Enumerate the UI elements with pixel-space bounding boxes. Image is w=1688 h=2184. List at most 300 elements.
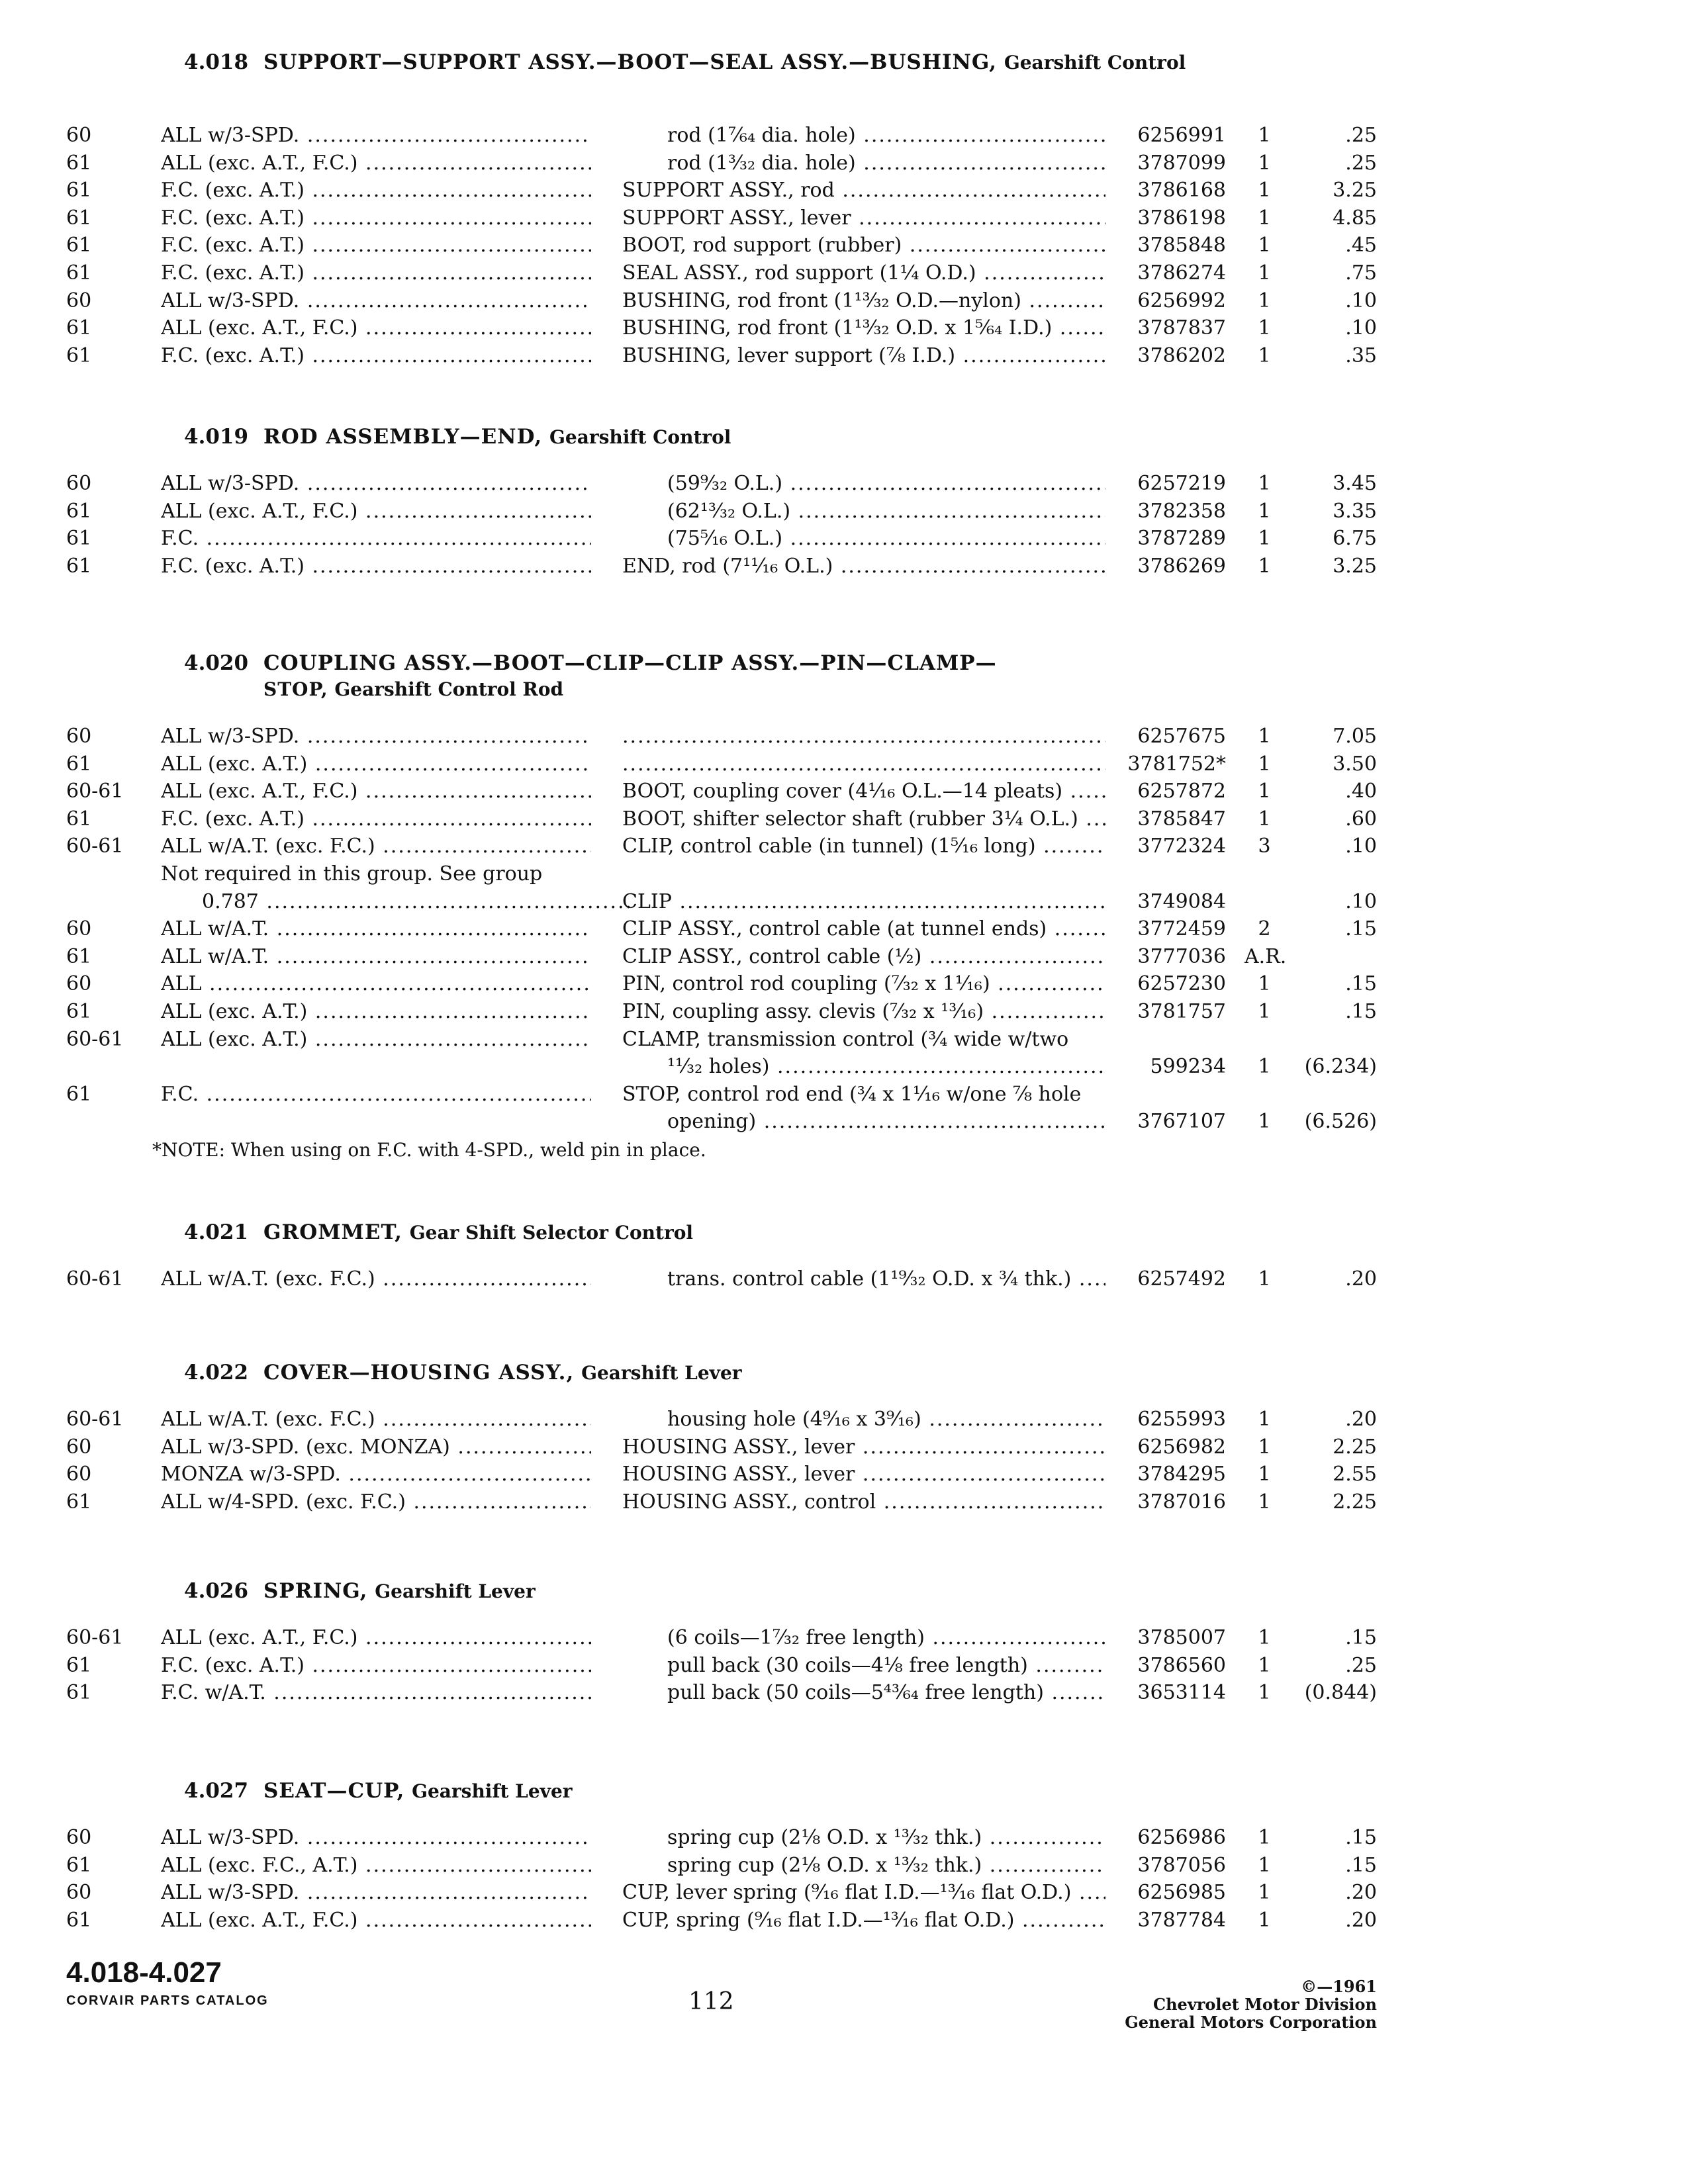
row-price: 3.35 [1333,499,1377,523]
row-model [161,342,591,370]
row-model-text: F.C. (exc. A.T.) ..... [161,261,591,285]
table-row [0,1652,1688,1680]
section-subtitle: Gearshift Control [549,426,731,448]
row-model [161,1433,591,1461]
row-part-number: 3786198 [1137,206,1226,230]
row-year: 60 [66,289,92,312]
section-number: 4.018 [184,50,249,74]
row-year: 60 [66,1463,92,1486]
row-model-text: ALL w/3-SPD. ..... [161,472,591,495]
row-description [622,232,1105,259]
row-description [622,751,1105,778]
row-description-text [622,752,1105,776]
row-model-text: ALL w/4-SPD. (exc. F.C.) ..... [161,1490,591,1514]
row-price: 4.85 [1333,206,1377,230]
row-quantity: 1 [1258,1267,1271,1291]
row-model-text: ALL (exc. A.T., F.C.) ..... [161,1909,591,1932]
row-description [667,1053,1105,1081]
row-model-text: MONZA w/3-SPD. ..... [161,1463,591,1486]
table-row [0,1461,1688,1488]
row-description [667,498,1105,525]
row-description-text: CLIP ASSY., control cable (½) ..... [622,945,1105,968]
row-description [667,122,1105,150]
catalog-name: CORVAIR PARTS CATALOG [66,1993,269,2008]
row-price: 2.55 [1333,1463,1377,1486]
section-number: 4.027 [184,1779,249,1803]
row-quantity: 1 [1258,1681,1271,1705]
row-price: .40 [1345,780,1377,803]
row-part-number: 6257675 [1137,725,1226,748]
row-year: 60 [66,1435,92,1459]
row-part-number: 3781752* [1127,752,1226,776]
row-description [622,342,1105,370]
row-quantity: A.R. [1244,944,1287,968]
row-model-text: F.C. (exc. A.T.) ..... [161,234,591,257]
row-price: (6.234) [1304,1055,1377,1079]
row-model [161,1907,591,1934]
row-year: 60 [66,472,92,495]
row-description [667,1652,1105,1680]
row-description [622,1433,1105,1461]
row-model [161,1081,591,1109]
row-model [161,1679,591,1707]
table-row [0,1081,1688,1109]
row-price: 6.75 [1333,527,1377,551]
table-row [0,1907,1688,1934]
row-model [161,177,591,205]
table-row [0,314,1688,342]
row-model-text: ALL w/3-SPD. ..... [161,1826,591,1849]
table-row [0,1488,1688,1516]
row-part-number: 3785007 [1137,1626,1226,1649]
row-model [161,1852,591,1880]
table-row [0,998,1688,1026]
row-description [622,177,1105,205]
row-part-number: 3787289 [1137,527,1226,551]
section-title: SUPPORT—SUPPORT ASSY.—BOOT—SEAL ASSY.—BUSHING, [263,50,998,74]
section-heading [184,1359,742,1387]
section-subtitle: Gearshift Control Rod [334,678,564,700]
row-year: 61 [66,1000,92,1023]
row-price: .75 [1345,261,1377,285]
row-model [161,1824,591,1852]
row-model-text: ALL w/A.T. (exc. F.C.) ..... [161,1267,591,1291]
row-quantity: 1 [1258,1908,1271,1932]
row-description-text: BUSHING, lever support (⅞ I.D.) ..... [622,344,1105,367]
row-model [161,1265,591,1293]
row-description [667,1824,1105,1852]
row-description [622,553,1105,580]
row-price: .25 [1345,1653,1377,1677]
table-row [0,1265,1688,1293]
division: Chevrolet Motor Division [1153,1995,1377,2014]
row-year: 60 [66,1826,92,1849]
table-row [0,860,1688,888]
table-row [0,1624,1688,1652]
section-subtitle: Gearshift Lever [375,1580,536,1602]
row-price: .20 [1345,1267,1377,1291]
corporation: General Motors Corporation [1125,2013,1377,2032]
row-description-text: opening) ..... [667,1110,1105,1133]
row-quantity: 3 [1258,835,1271,858]
row-model-text: ALL w/3-SPD. ..... [161,289,591,312]
table-row [0,888,1688,916]
row-quantity: 1 [1258,807,1271,831]
row-description-text: CUP, spring (⁹⁄₁₆ flat I.D.—¹³⁄₁₆ flat O.D.) ..... [622,1909,1105,1932]
row-part-number: 599234 [1150,1055,1226,1079]
row-model [161,314,591,342]
row-price: .45 [1345,234,1377,257]
row-model [161,805,591,833]
row-quantity: 1 [1258,124,1271,147]
row-part-number: 3786274 [1137,261,1226,285]
row-part-number: 6257230 [1137,972,1226,996]
row-price: (0.844) [1304,1681,1377,1705]
row-description [622,915,1105,943]
section-heading [184,1219,693,1246]
row-model-text: ALL ..... [161,972,591,995]
publisher-block [1125,1978,1377,2031]
row-description-text: rod (1⁷⁄₆₄ dia. hole) ..... [667,124,1105,147]
row-description [622,1081,1105,1109]
row-model [161,1652,591,1680]
section-title: GROMMET, [263,1220,402,1244]
row-description-text: PIN, coupling assy. clevis (⁷⁄₃₂ x ¹³⁄₁₆) ..... [622,1000,1105,1023]
row-model-text: F.C. ..... [161,527,591,550]
row-description-text: housing hole (4⁹⁄₁₆ x 3⁹⁄₁₆) ..... [667,1408,1105,1431]
row-part-number: 3772459 [1137,917,1226,941]
row-year: 60-61 [66,780,124,803]
row-price: .10 [1345,316,1377,340]
row-year: 61 [66,151,92,175]
row-part-number: 6256992 [1137,289,1226,312]
row-price: .15 [1345,1626,1377,1649]
row-model-text: ALL (exc. A.T., F.C.) ..... [161,152,591,175]
row-part-number: 3782358 [1137,499,1226,523]
row-part-number: 3777036 [1137,944,1226,968]
table-row [0,778,1688,805]
row-model-text: ALL (exc. F.C., A.T.) ..... [161,1854,591,1877]
row-model-text: F.C. w/A.T. ..... [161,1681,591,1704]
row-description [622,805,1105,833]
row-description-text: (59⁹⁄₃₂ O.L.) ..... [667,472,1105,495]
row-quantity: 1 [1258,527,1271,551]
row-part-number: 3787099 [1137,151,1226,175]
row-description-text: BOOT, shifter selector shaft (rubber 3¼ O.L.) ..... [622,807,1105,831]
row-year: 60 [66,917,92,941]
row-part-number: 3785848 [1137,234,1226,257]
row-model-text: 0.787 ..... [202,890,632,913]
row-price: .25 [1345,124,1377,147]
row-description [622,314,1105,342]
row-year: 61 [66,343,92,367]
row-year: 61 [66,1908,92,1932]
row-model [161,525,591,553]
row-description-text: (6 coils—1⁷⁄₃₂ free length) ..... [667,1626,1105,1649]
page-number: 112 [688,1988,734,2015]
row-part-number: 6256982 [1137,1435,1226,1459]
section-number: 4.026 [184,1579,249,1603]
row-price: .10 [1345,289,1377,312]
table-row [0,177,1688,205]
row-model-text: ALL w/A.T. (exc. F.C.) ..... [161,1408,591,1431]
row-description [667,1265,1105,1293]
section-title-continued [263,676,563,703]
table-row [0,833,1688,860]
row-description [622,943,1105,971]
row-part-number: 3781757 [1137,1000,1226,1023]
row-year: 61 [66,316,92,340]
row-description [667,470,1105,498]
table-row [0,915,1688,943]
row-description-text: END, rod (7¹¹⁄₁₆ O.L.) ..... [622,555,1105,578]
table-row [0,1679,1688,1707]
row-part-number: 3787016 [1137,1490,1226,1514]
row-model-text: F.C. ..... [161,1083,591,1106]
row-description-text: STOP, control rod end (¾ x 1¹⁄₁₆ w/one ⅞ hole [622,1082,1082,1106]
table-row [0,122,1688,150]
row-price: 7.05 [1333,725,1377,748]
row-model [161,860,591,888]
row-model [161,1879,591,1907]
row-year: 61 [66,234,92,257]
row-model [161,122,591,150]
row-price: 3.25 [1333,554,1377,578]
row-price: 3.45 [1333,472,1377,495]
row-description-text: BOOT, rod support (rubber) ..... [622,234,1105,257]
section-title: COVER—HOUSING ASSY., [263,1361,575,1385]
row-model [161,150,591,177]
row-quantity: 1 [1258,151,1271,175]
row-description [622,833,1105,860]
row-year: 60-61 [66,835,124,858]
section-heading [184,1778,573,1805]
row-quantity: 1 [1258,316,1271,340]
row-price: .15 [1345,917,1377,941]
row-description [622,1026,1105,1054]
row-model-text: ALL (exc. A.T., F.C.) ..... [161,316,591,340]
row-description [622,259,1105,287]
row-year: 61 [66,1681,92,1705]
row-quantity: 1 [1258,725,1271,748]
row-quantity: 1 [1258,1110,1271,1134]
row-model-text: ALL (exc. A.T., F.C.) ..... [161,780,591,803]
row-year: 61 [66,1853,92,1877]
row-year: 60-61 [66,1027,124,1051]
row-price: 2.25 [1333,1490,1377,1514]
row-model [161,470,591,498]
table-row [0,498,1688,525]
row-part-number: 3653114 [1137,1681,1226,1705]
table-row [0,287,1688,315]
table-row [0,525,1688,553]
row-part-number: 3784295 [1137,1463,1226,1486]
row-quantity: 1 [1258,289,1271,312]
table-row [0,553,1688,580]
row-description-text: rod (1³⁄₃₂ dia. hole) ..... [667,152,1105,175]
row-model [161,970,591,998]
row-description-text: CLIP ..... [622,890,1105,913]
section-heading [184,424,731,451]
table-row [0,259,1688,287]
row-price: .20 [1345,1881,1377,1905]
row-description-text: SUPPORT ASSY., lever ..... [622,206,1105,230]
row-description [622,1461,1105,1488]
row-description-text: HOUSING ASSY., control ..... [622,1490,1105,1514]
row-quantity: 1 [1258,1408,1271,1431]
row-quantity: 1 [1258,499,1271,523]
copyright: ©—1961 [1301,1977,1377,1996]
row-description-text: CLAMP, transmission control (¾ wide w/two [622,1027,1069,1051]
row-description [622,970,1105,998]
row-model [161,1624,591,1652]
section-number: 4.022 [184,1361,249,1385]
row-year: 61 [66,1653,92,1677]
row-description-text: BUSHING, rod front (1¹³⁄₃₂ O.D.—nylon) ..... [622,289,1105,312]
table-row [0,470,1688,498]
section-heading [184,49,1186,76]
row-description [667,1406,1105,1433]
row-model-text: Not required in this group. See group [161,862,543,886]
row-model [161,778,591,805]
row-model [161,205,591,232]
row-description [667,1624,1105,1652]
row-quantity: 1 [1258,1626,1271,1649]
row-model [161,943,591,971]
row-part-number: 6256986 [1137,1826,1226,1849]
row-model-text: ALL (exc. A.T.) ..... [161,1028,591,1051]
row-price: .10 [1345,835,1377,858]
section-number: 4.020 [184,651,249,675]
row-description-text: BOOT, coupling cover (4¹⁄₁₆ O.L.—14 pleats) ..... [622,780,1105,803]
row-price: .20 [1345,1908,1377,1932]
row-model [161,915,591,943]
row-year: 61 [66,261,92,285]
section-number: 4.021 [184,1220,249,1244]
row-model-text: F.C. (exc. A.T.) ..... [161,807,591,831]
row-price: .20 [1345,1408,1377,1431]
row-model-text: ALL w/3-SPD. ..... [161,1881,591,1904]
row-description-text: pull back (30 coils—4⅛ free length) ..... [667,1654,1105,1677]
row-part-number: 3749084 [1137,889,1226,913]
row-price: 3.50 [1333,752,1377,776]
table-row [0,150,1688,177]
row-model [161,1406,591,1433]
row-price: .15 [1345,1853,1377,1877]
row-description [622,1488,1105,1516]
row-quantity: 1 [1258,1000,1271,1023]
row-year: 61 [66,179,92,203]
table-row [0,943,1688,971]
row-quantity: 1 [1258,179,1271,203]
row-model [161,287,591,315]
section-subtitle: Gearshift Lever [581,1362,742,1384]
row-model [161,232,591,259]
row-year: 60 [66,972,92,996]
row-model-text: F.C. (exc. A.T.) ..... [161,1654,591,1677]
table-row [0,1879,1688,1907]
row-year: 60 [66,1881,92,1905]
row-part-number: 6255993 [1137,1408,1226,1431]
table-row [0,1053,1688,1081]
row-quantity: 1 [1258,206,1271,230]
row-model [161,1488,591,1516]
row-description-text: SEAL ASSY., rod support (1¼ O.D.) ..... [622,261,1105,285]
section-title-line2: STOP, [263,678,328,700]
row-quantity: 1 [1258,554,1271,578]
row-year: 60-61 [66,1626,124,1649]
row-year: 61 [66,527,92,551]
row-model-text: ALL (exc. A.T., F.C.) ..... [161,500,591,523]
table-row [0,1852,1688,1880]
row-part-number: 3787784 [1137,1908,1226,1932]
row-year: 61 [66,752,92,776]
table-row [0,232,1688,259]
row-model [161,553,591,580]
row-description-text: PIN, control rod coupling (⁷⁄₃₂ x 1¹⁄₁₆) ..... [622,972,1105,995]
row-year: 61 [66,1490,92,1514]
row-quantity: 1 [1258,1653,1271,1677]
row-part-number: 3786202 [1137,343,1226,367]
row-description [667,525,1105,553]
table-row [0,1108,1688,1136]
row-model [161,498,591,525]
row-description-text: CUP, lever spring (⁹⁄₁₆ flat I.D.—¹³⁄₁₆ flat O.D.) ..... [622,1881,1105,1904]
row-model [161,833,591,860]
row-model-text: ALL w/A.T. ..... [161,917,591,940]
table-row [0,1824,1688,1852]
row-price: .25 [1345,151,1377,175]
row-price: .15 [1345,1000,1377,1023]
row-model-text: F.C. (exc. A.T.) ..... [161,555,591,578]
table-row [0,751,1688,778]
row-price: 3.25 [1333,179,1377,203]
row-description-text: BUSHING, rod front (1¹³⁄₃₂ O.D. x 1⁵⁄₆₄ I.D.) ..... [622,316,1105,340]
row-model-text: F.C. (exc. A.T.) ..... [161,206,591,230]
row-part-number: 3786269 [1137,554,1226,578]
row-model-text: ALL w/3-SPD. ..... [161,725,591,748]
row-quantity: 1 [1258,1490,1271,1514]
row-year: 61 [66,944,92,968]
row-price: .35 [1345,343,1377,367]
row-description [622,998,1105,1026]
row-model [161,259,591,287]
section-subtitle: Gearshift Control [1004,52,1186,73]
row-year: 61 [66,554,92,578]
row-model [161,723,591,751]
row-model-text: ALL (exc. A.T., F.C.) ..... [161,1626,591,1649]
row-part-number: 6256985 [1137,1881,1226,1905]
row-part-number: 6256991 [1137,124,1226,147]
row-description [622,778,1105,805]
row-description [622,888,1105,916]
section-title: SEAT—CUP, [263,1779,405,1803]
row-model [161,751,591,778]
row-quantity: 1 [1258,1881,1271,1905]
row-year: 60 [66,725,92,748]
row-description [622,723,1105,751]
row-model-text: ALL (exc. A.T.) ..... [161,1000,591,1023]
table-row [0,342,1688,370]
row-quantity: 1 [1258,752,1271,776]
row-quantity: 1 [1258,261,1271,285]
row-year: 60 [66,124,92,147]
row-model-text: F.C. (exc. A.T.) ..... [161,344,591,367]
section-heading [184,1578,536,1605]
row-part-number: 6257492 [1137,1267,1226,1291]
row-description-text: (62¹³⁄₃₂ O.L.) ..... [667,500,1105,523]
row-description-text: spring cup (2⅛ O.D. x ¹³⁄₃₂ thk.) ..... [667,1854,1105,1877]
